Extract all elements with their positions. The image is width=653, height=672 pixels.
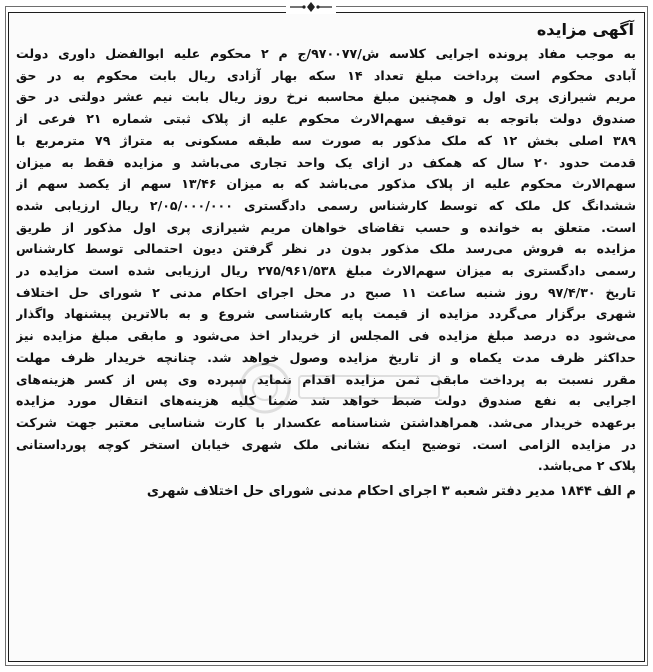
auction-notice <box>16 16 636 658</box>
notice-line: ششدانگ کل ملک که توسط کارشناس رسمی دادگستری ۲/۰۵/۰۰۰/۰۰۰ ریال ارزیابی شده <box>16 197 636 213</box>
notice-line: می‌شود ده درصد مبلغ مزایده فی المجلس از خریدار اخذ می‌شود و مابقی مبلغ مزایده نیز <box>16 328 636 344</box>
notice-line: ۳۸۹ اصلی بخش ۱۲ که ملک مذکور به صورت سه طبقه مسکونی به متراژ ۷۹ مترمربع با <box>16 132 636 148</box>
notice-title: آگهی مزایده <box>536 20 634 39</box>
notice-line: مزایده به فروش می‌رسد ملک مذکور بدون در نظر گرفتن دیون احتمالی توسط کارشناس <box>16 241 636 257</box>
notice-line: به موجب مفاد پرونده اجرایی کلاسه ش/۹۷۰۰۷۷/ج م ۲ محکوم علیه ابوالفضل داوری دولت <box>16 46 636 61</box>
notice-line: سهم‌الارث محکوم علیه از پلاک مذکور می‌باشد که به میزان ۱۳/۴۶ سهم از یکصد سهم از <box>16 176 636 192</box>
notice-footer: م الف ۱۸۴۴ مدیر دفتر شعبه ۳ اجرای احکام مدنی شورای حل اختلاف شهری <box>146 484 636 500</box>
notice-line: حداکثر ظرف مدت یکماه و از تاریخ مزایده وصول خواهد شد. چنانچه خریدار ظرف مهلت <box>16 349 636 365</box>
notice-line: قدمت حدود ۲۰ سال که همکف در ازای یک واحد تجاری می‌باشد و مزایده فقط به میزان <box>16 154 636 170</box>
notice-line: صندوق دولت باتوجه به توقیف سهم‌الارث محکوم علیه از پلاک ثبتی شماره ۲۱ فرعی از <box>16 111 636 127</box>
top-ornament-icon <box>286 0 336 14</box>
notice-line: تاریخ ۹۷/۴/۳۰ روز شنبه ساعت ۱۱ صبح در محل اجرای احکام مدنی ۲ شورای حل اختلاف <box>16 284 636 300</box>
notice-body <box>16 43 636 477</box>
notice-line: اجرایی به نفع صندوق دولت ضبط خواهد شد ضمنا کلیه هزینه‌های انتقال مورد مزایده <box>16 393 636 409</box>
notice-line: در مزایده الزامی است. توضیح اینکه نشانی ملک شهری خیابان استخر کوچه پورداستانی <box>16 436 636 452</box>
notice-line: شهری برگزار می‌گردد مزایده از قیمت پایه کارشناسی شروع و به بالاترین پیشنهاد واگذار <box>16 306 636 322</box>
notice-line: آبادی محکوم است پرداخت مبلغ تعداد ۱۴ سکه بهار آزادی ریال بابت محکوم به در حق <box>16 67 636 83</box>
notice-line: پلاک ۲ می‌باشد. <box>537 458 636 474</box>
notice-line: مریم شیرازی پری اول و همچنین مبلغ محاسبه نرخ روز ریال بابت نیم عشر دولتی در حق <box>16 89 636 105</box>
notice-line: مقرر نسبت به پرداخت مابقی ثمن مزایده اقدام ننماید سپرده وی پس از کسر هزینه‌های <box>16 371 636 387</box>
notice-line: برعهده خریدار می‌شد. همراهداشتن شناسنامه عکسدار با کارت شناسایی معتبر جهت شرکت <box>16 414 636 430</box>
notice-line: رسمی دادگستری به میزان سهم‌الارث مبلغ ۲۷۵/۹۶۱/۵۳۸ ریال ارزیابی شده است مزایده در <box>16 263 636 279</box>
notice-line: است. متعلق به خوانده و حسب تقاضای خواهان مریم شیرازی پری اول مذکور از طریق <box>16 219 636 235</box>
